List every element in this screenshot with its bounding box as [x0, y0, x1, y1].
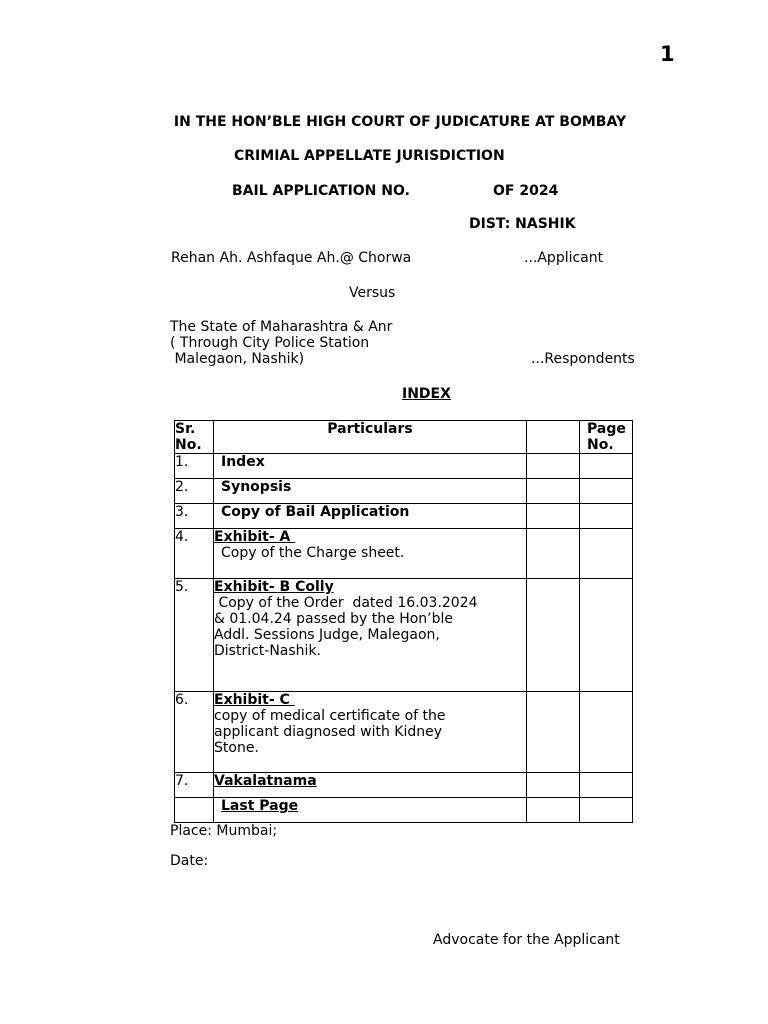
row-sr [175, 798, 214, 823]
table-row [175, 504, 633, 529]
table-row [175, 529, 633, 579]
application-label: BAIL APPLICATION NO. [232, 183, 410, 199]
table-row [175, 454, 633, 479]
applicant-role: ...Applicant [524, 250, 604, 266]
row-sr: 2. [175, 479, 214, 504]
row-particulars: Exhibit- A Copy of the Charge sheet. [214, 529, 527, 579]
row-particulars: Index [214, 454, 527, 479]
jurisdiction: CRIMIAL APPELLATE JURISDICTION [234, 148, 505, 164]
place: Place: Mumbai; [170, 823, 278, 839]
row-particulars: Exhibit- C copy of medical certificate of the applicant diagnosed with Kidney Stone. [214, 692, 527, 773]
court-title: IN THE HON’BLE HIGH COURT OF JUDICATURE AT BOMBAY [173, 114, 627, 130]
header-particulars: Particulars [214, 421, 527, 454]
respondent-line-3: Malegaon, Nashik) [170, 351, 305, 367]
row-sr: 7. [175, 773, 214, 798]
table-row [175, 773, 633, 798]
signature-line: Advocate for the Applicant [433, 932, 620, 948]
row-particulars: Last Page [214, 798, 527, 823]
header-sr-no: Sr. No. [175, 421, 214, 454]
row-sr: 1. [175, 454, 214, 479]
application-year: OF 2024 [493, 183, 559, 199]
table-row [175, 479, 633, 504]
row-particulars: Synopsis [214, 479, 527, 504]
district: DIST: NASHIK [469, 216, 576, 232]
date: Date: [170, 853, 209, 869]
page-number: 1 [660, 42, 675, 66]
table-row [175, 579, 633, 692]
row-particulars: Copy of Bail Application [214, 504, 527, 529]
row-sr: 6. [175, 692, 214, 773]
index-table [174, 420, 633, 823]
table-header-row [175, 421, 633, 454]
row-sr: 4. [175, 529, 214, 579]
row-particulars: Vakalatnama [214, 773, 527, 798]
header-page-no: Page No. [580, 421, 633, 454]
applicant-name: Rehan Ah. Ashfaque Ah.@ Chorwa [171, 250, 412, 266]
index-title: INDEX [402, 386, 451, 402]
table-row [175, 798, 633, 823]
table-row [175, 692, 633, 773]
row-sr: 3. [175, 504, 214, 529]
row-particulars: Exhibit- B Colly Copy of the Order dated 16.03.2024 & 01.04.24 passed by the Hon’ble Addl. Sessions Judge, Malegaon, District-Nashik. [214, 579, 527, 692]
respondent-role: ...Respondents [531, 351, 635, 367]
header-blank-cell [527, 421, 580, 454]
row-sr: 5. [175, 579, 214, 692]
versus: Versus [349, 285, 396, 301]
respondent-line-1: The State of Maharashtra & Anr [170, 319, 393, 335]
respondent-line-2: ( Through City Police Station [170, 335, 370, 351]
